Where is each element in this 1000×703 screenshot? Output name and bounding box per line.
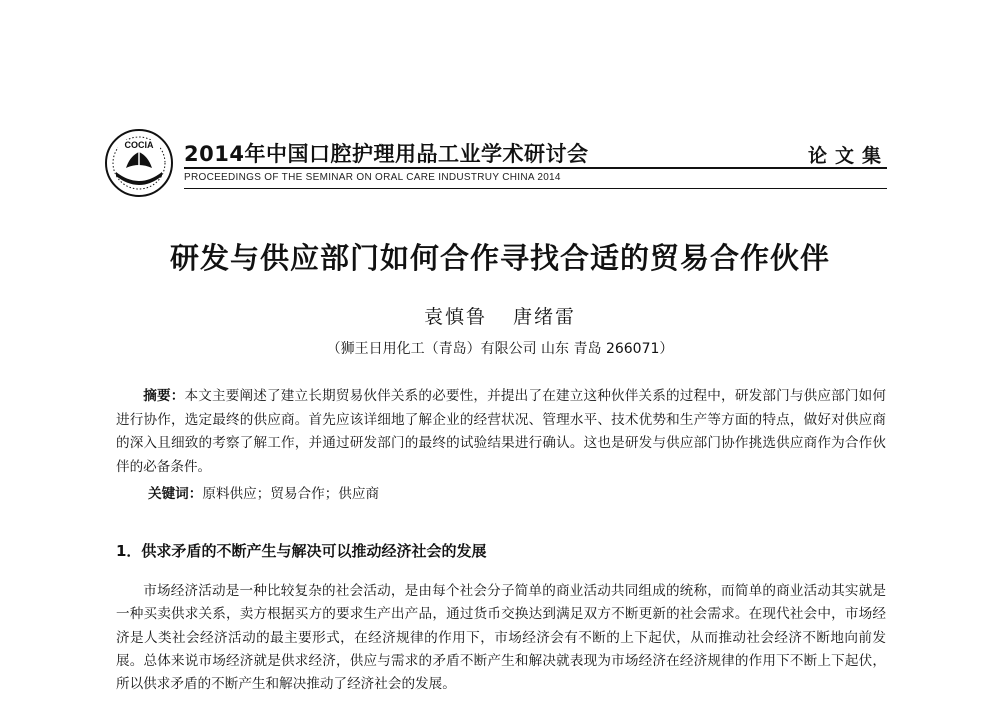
affiliation: （狮王日用化工（青岛）有限公司 山东 青岛 266071） [326, 341, 674, 357]
abstract-label: 摘要： [143, 388, 185, 404]
author-name: 唐绪雷 [513, 306, 577, 328]
section-paragraph: 市场经济活动是一种比较复杂的社会活动，是由每个社会分子简单的商业活动共同组成的统称，而简单的商业活动其实就是一种买卖供求关系，卖方根据买方的要求生产出产品，通过货币交换达到满足双方不断更新的社会需求。在现代社会中，市场经济是人类社会经济活动的最主要形式，在经济规律的作用下，市场经济会有不断的上下起伏，从而推动社会经济不断地向前发展。总体来说市场经济就是供求经济，供应与需求的矛盾不断产生和解决就表现为市场经济在经济规律的作用下不断上下起伏，所以供求矛盾的不断产生和解决推动了经济社会的发展。 [116, 583, 886, 693]
keywords [148, 482, 379, 502]
seminar-logo-icon [104, 128, 174, 198]
proceedings-subtitle: PROCEEDINGS OF THE SEMINAR ON ORAL CARE INDUSTRUY CHINA 2014 [184, 172, 561, 183]
header-rule-thick [184, 167, 887, 169]
header-rule-thin [184, 188, 887, 189]
abstract-text: 本文主要阐述了建立长期贸易伙伴关系的必要性，并提出了在建立这种伙伴关系的过程中，研发部门与供应部门如何进行协作，选定最终的供应商。首先应该详细地了解企业的经营状况、管理水平、技术优势和生产等方面的特点，做好对供应商的深入且细致的考察了解工作，并通过研发部门的最终的试验结果进行确认。这也是研发与供应部门协作挑选供应商作为合作伙伴的必备条件。 [116, 388, 887, 475]
paper-title: 研发与供应部门如何合作寻找合适的贸易合作伙伴 [169, 241, 830, 275]
collection-label: 论文集 [808, 145, 890, 167]
author-name: 袁慎鲁 [423, 306, 487, 328]
section-heading: 1．供求矛盾的不断产生与解决可以推动经济社会的发展 [116, 542, 487, 560]
logo-text: COCIA [124, 140, 154, 150]
author-list [0, 302, 1000, 329]
keywords-label: 关键词： [148, 486, 203, 502]
abstract [116, 385, 886, 479]
proceedings-title: 2014年中国口腔护理用品工业学术研讨会 [184, 142, 589, 166]
keywords-text: 原料供应；贸易合作；供应商 [202, 486, 380, 502]
